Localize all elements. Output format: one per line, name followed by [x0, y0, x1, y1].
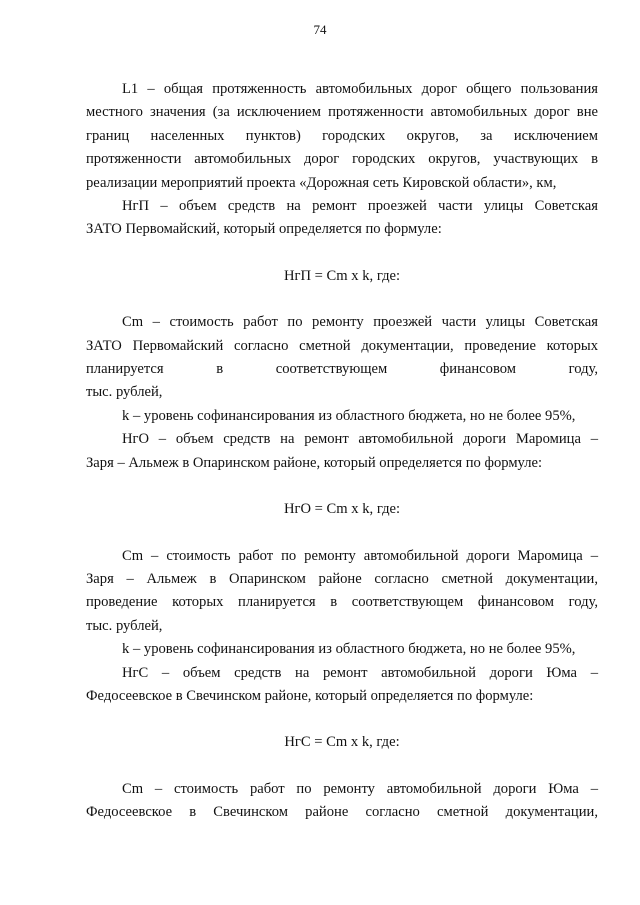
text-line: Заря – Альмеж в Опаринском районе согласно сметной документации, — [86, 570, 598, 587]
text-line: Cm – стоимость работ по ремонту проезжей части улицы Советская — [122, 314, 598, 331]
text-line: ЗАТО Первомайский согласно сметной документации, проведение которых — [86, 337, 598, 354]
text-line: проведение которых планируется в соответствующем финансовом году, — [86, 594, 598, 611]
text-line: Федосеевское в Свечинском районе, который определяется по формуле: — [86, 687, 534, 704]
formula-ngp: НгП = Cm x k, где: — [283, 267, 401, 284]
text-line: Федосеевское в Свечинском районе согласно сметной документации, — [86, 804, 598, 821]
text-line: Cm – стоимость работ по ремонту автомобильной дороги Юма – — [122, 780, 598, 797]
text-line: L1 – общая протяженность автомобильных дорог общего пользования — [122, 81, 598, 97]
text-line: НгП – объем средств на ремонт проезжей части улицы Советская — [122, 198, 598, 215]
paragraph-k-level-1 — [86, 405, 598, 428]
paragraph-ngp-definition — [86, 195, 598, 242]
text-line: протяженности автомобильных дорог городских округов, участвующих в — [86, 151, 598, 168]
text-line: границ населенных пунктов) городских округов, за исключением — [86, 127, 598, 144]
text-line: тыс. рублей, — [86, 384, 163, 401]
paragraph-cm-yuma — [86, 778, 598, 825]
text-line: k – уровень софинансирования из областного бюджета, но не более 95%, — [122, 641, 576, 658]
document-body — [86, 78, 598, 825]
text-line: планируется в соответствующем финансовом году, — [86, 361, 598, 378]
page-number: 74 — [313, 22, 327, 37]
paragraph-cm-maromica — [86, 545, 598, 639]
paragraph-ngo-definition — [86, 428, 598, 475]
formula-ngo: НгО = Cm x k, где: — [283, 501, 401, 518]
paragraph-ngs-definition — [86, 662, 598, 709]
formula-ngs: НгС = Cm x k, где: — [284, 734, 400, 751]
text-line: Заря – Альмеж в Опаринском районе, который определяется по формуле: — [86, 454, 543, 471]
text-line: тыс. рублей, — [86, 617, 163, 634]
text-line: k – уровень софинансирования из областного бюджета, но не более 95%, — [122, 407, 576, 424]
text-line: реализации мероприятий проекта «Дорожная сеть Кировской области», км, — [86, 174, 557, 191]
paragraph-k-level-2 — [86, 638, 598, 661]
text-line: Cm – стоимость работ по ремонту автомобильной дороги Маромица – — [122, 547, 598, 564]
text-line: ЗАТО Первомайский, который определяется по формуле: — [86, 221, 442, 238]
paragraph-cm-sovetskaya — [86, 311, 598, 405]
text-line: местного значения (за исключением протяженности автомобильных дорог вне — [86, 104, 598, 121]
text-line: НгО – объем средств на ремонт автомобильной дороги Маромица – — [122, 431, 598, 448]
paragraph-l1-definition — [86, 78, 598, 195]
text-line: НгС – объем средств на ремонт автомобильной дороги Юма – — [122, 664, 598, 681]
